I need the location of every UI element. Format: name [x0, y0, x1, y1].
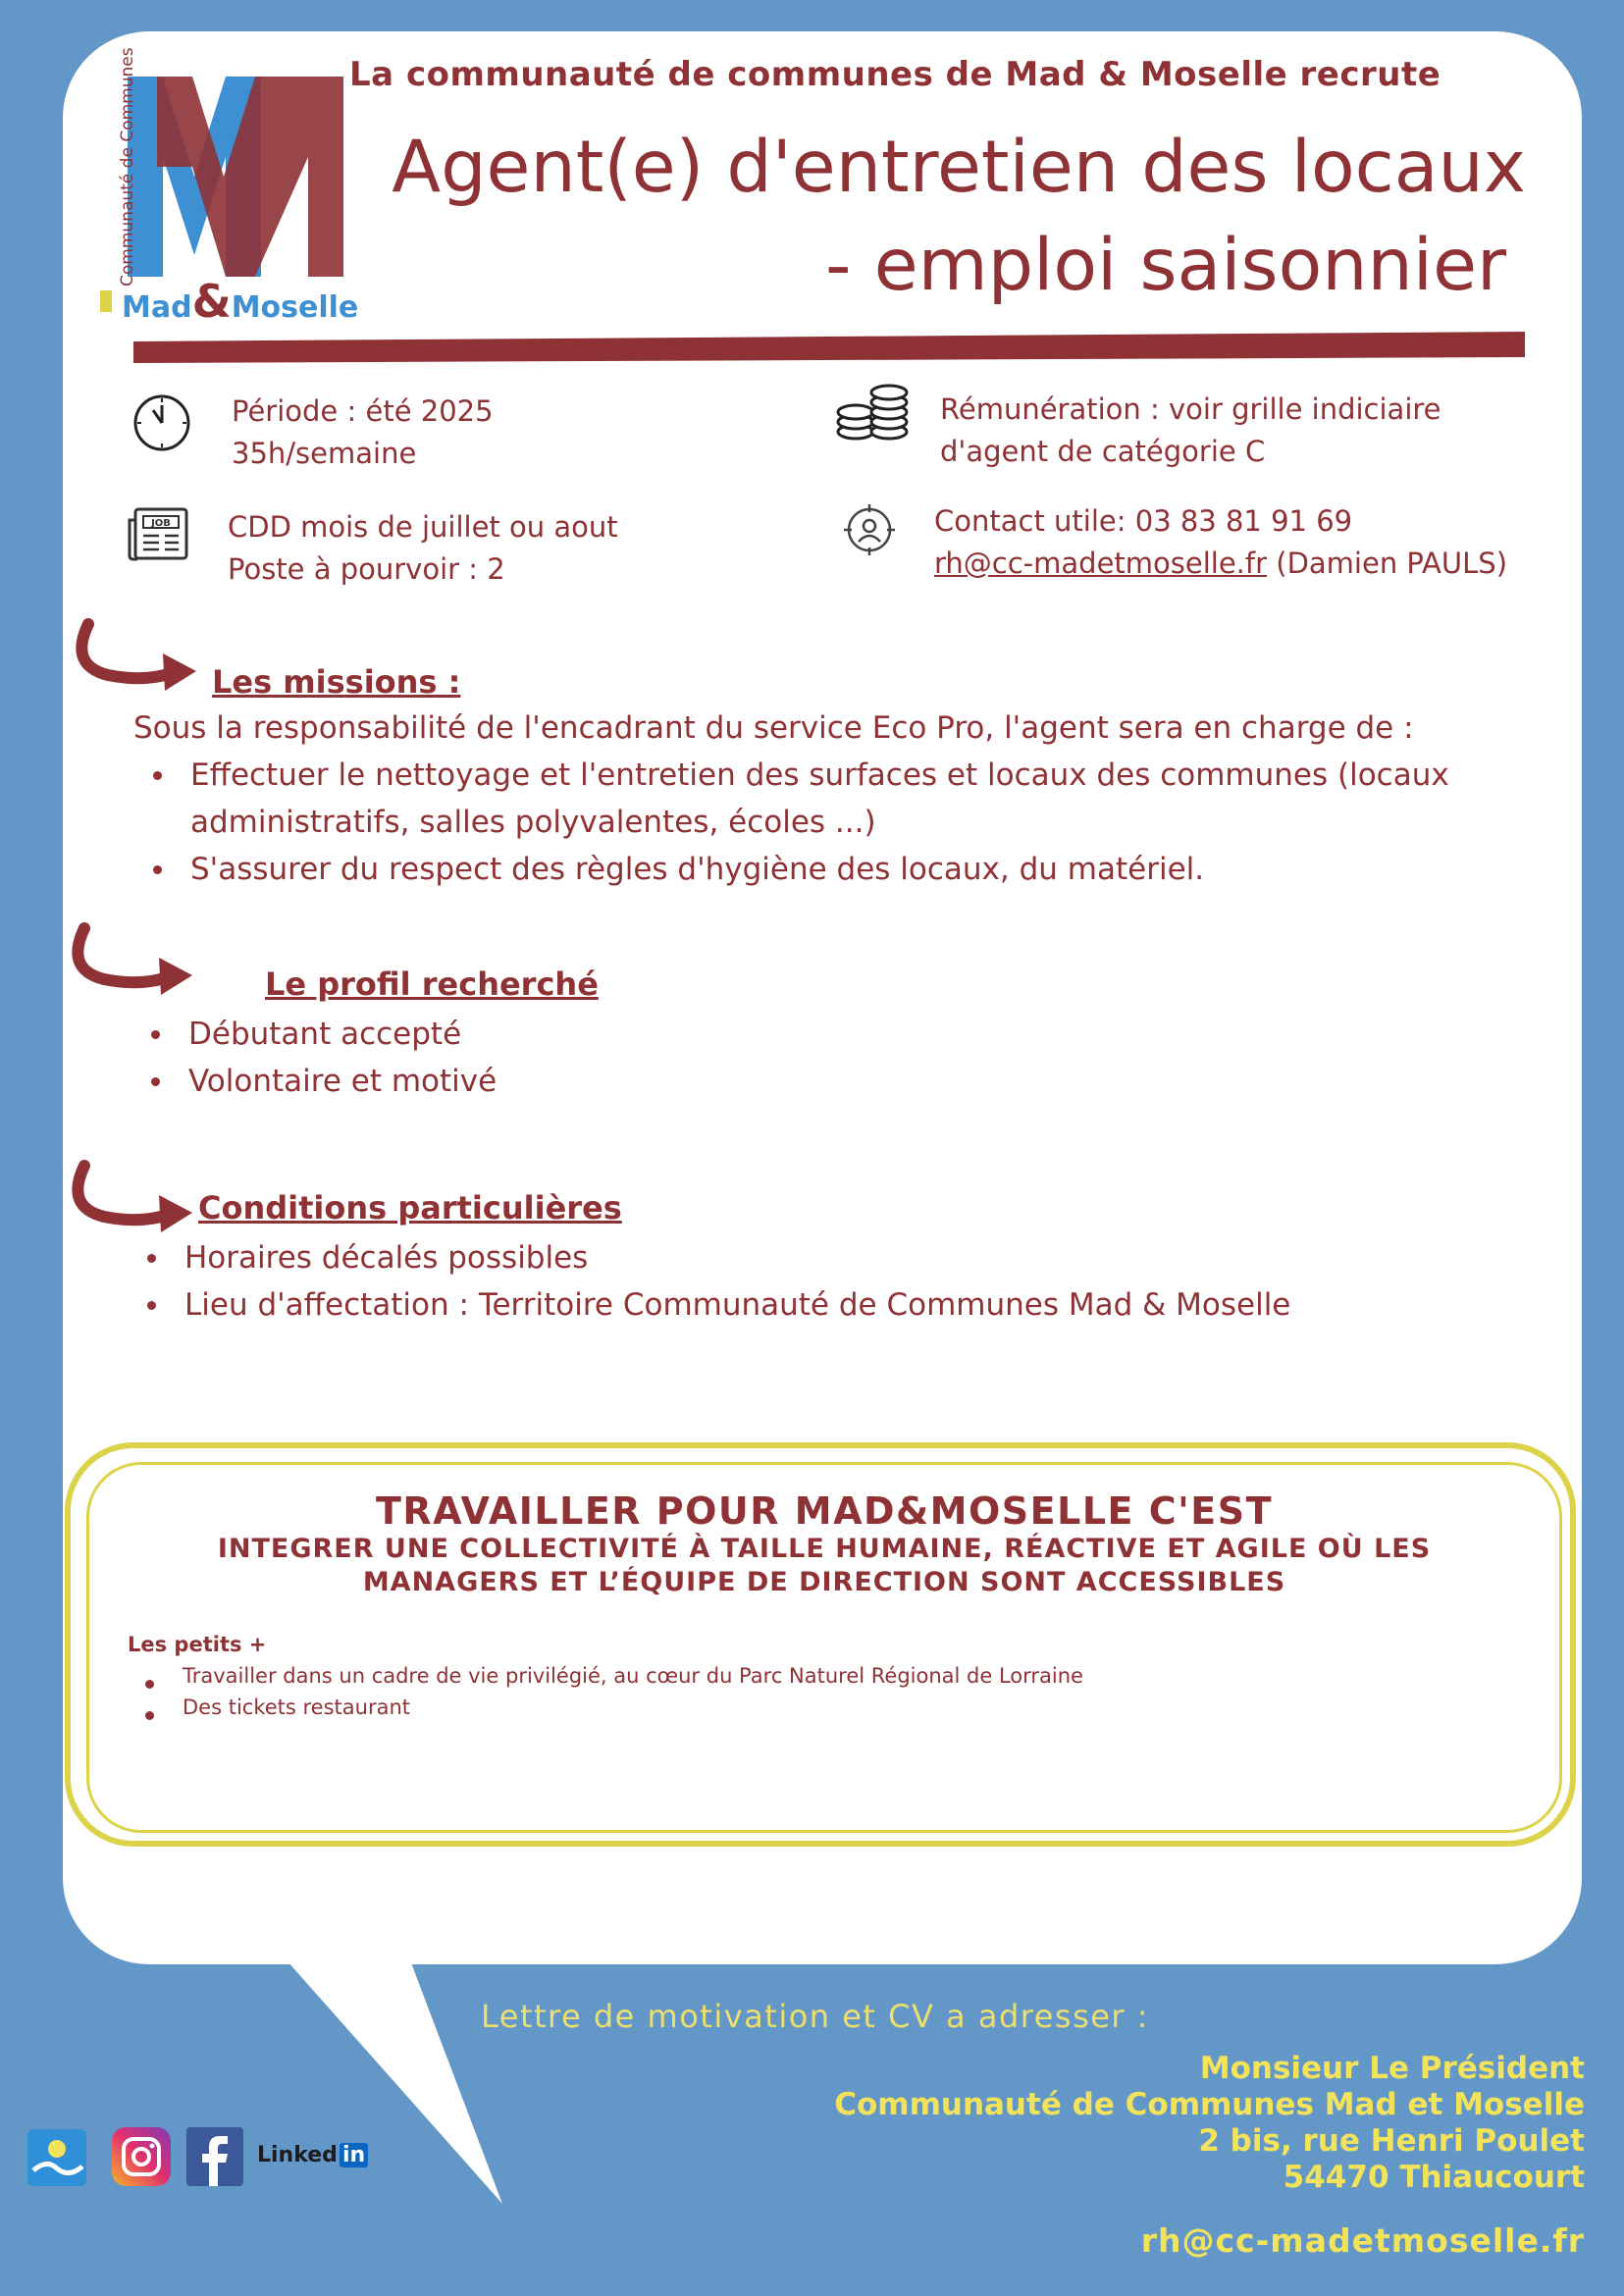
conditions-list — [130, 1234, 1290, 1329]
logo-word-moselle: Moselle — [231, 290, 359, 325]
contract-info — [228, 506, 618, 591]
pay-text: Rémunération : voir grille indiciaire — [940, 392, 1441, 426]
list-item: Volontaire et motivé — [133, 1058, 497, 1105]
hours-text: 35h/semaine — [232, 437, 417, 470]
perks-heading: Les petits + — [128, 1633, 267, 1656]
coins-icon — [834, 383, 913, 444]
logo-vertical-text: Communauté de Communes — [118, 47, 137, 287]
job-newspaper-icon — [126, 506, 190, 563]
pay-info — [940, 389, 1441, 473]
pay-category-text: d'agent de catégorie C — [940, 435, 1266, 468]
curved-arrow-icon — [65, 1158, 202, 1246]
title-underline-bar — [133, 332, 1525, 363]
logo-wordmark — [122, 275, 358, 328]
contact-phone-text: Contact utile: 03 83 81 91 69 — [934, 504, 1353, 538]
curved-arrow-icon — [69, 616, 206, 704]
contact-email-link[interactable]: rh@cc-madetmoselle.fr — [934, 547, 1268, 580]
list-item: Débutant accepté — [133, 1011, 497, 1058]
clock-icon — [131, 392, 192, 453]
org-recruits-line: La communauté de communes de Mad & Moselle recrute — [349, 55, 1441, 94]
footer-email-link[interactable]: rh@cc-madetmoselle.fr — [1140, 2221, 1585, 2260]
logo-ampersand: & — [191, 275, 232, 328]
period-info — [232, 391, 494, 475]
positions-text: Poste à pourvoir : 2 — [228, 552, 505, 586]
period-text: Période : été 2025 — [232, 394, 494, 428]
benefits-title: TRAVAILLER POUR MAD&MOSELLE C'EST — [376, 1489, 1273, 1533]
benefits-subtitle: INTEGRER UNE COLLECTIVITÉ À TAILLE HUMAINE, RÉACTIVE ET AGILE OÙ LES MANAGERS ET L’ÉQUIPE DE DIRECTION SONT ACCESSIBLES — [217, 1534, 1432, 1597]
contact-name: (Damien PAULS) — [1267, 547, 1508, 580]
list-item: Travailler dans un cadre de vie privilégié, au cœur du Parc Naturel Régional de Lorraine — [128, 1660, 1083, 1692]
logo — [98, 47, 359, 328]
logo-word-mad: Mad — [122, 290, 192, 325]
missions-list — [135, 752, 1449, 893]
list-item: S'assurer du respect des règles d'hygiène des locaux, du matériel. — [135, 846, 1449, 893]
contact-info — [934, 500, 1507, 585]
application-instructions: Lettre de motivation et CV a adresser : — [481, 1998, 1150, 2035]
profile-list — [133, 1011, 497, 1105]
list-item: Horaires décalés possibles — [130, 1234, 1290, 1281]
perks-list — [128, 1660, 1083, 1723]
park-logo-icon[interactable] — [27, 2129, 86, 2186]
linkedin-icon[interactable]: Linked in — [257, 2143, 368, 2167]
curved-arrow-icon — [65, 920, 202, 1009]
instagram-icon[interactable] — [112, 2127, 171, 2186]
missions-heading: Les missions : — [212, 663, 461, 701]
job-title-line2: - emploi saisonnier — [825, 224, 1506, 307]
list-item: Lieu d'affectation : Territoire Communauté de Communes Mad & Moselle — [130, 1281, 1290, 1329]
postal-address: Monsieur Le Président Communauté de Communes Mad et Moselle 2 bis, rue Henri Poulet 54470 Thiaucourt — [834, 2051, 1585, 2195]
contact-target-icon — [842, 502, 897, 557]
list-item: Effectuer le nettoyage et l'entretien des surfaces et locaux des communes (locaux administratifs, salles polyvalentes, écoles ...) — [135, 752, 1449, 846]
job-title-line1: Agent(e) d'entretien des locaux — [392, 126, 1526, 209]
list-item: Des tickets restaurant — [128, 1692, 1083, 1723]
missions-intro: Sous la responsabilité de l'encadrant du service Eco Pro, l'agent sera en charge de : — [133, 710, 1414, 746]
facebook-icon[interactable] — [186, 2127, 243, 2186]
conditions-heading: Conditions particulières — [198, 1189, 622, 1226]
contract-text: CDD mois de juillet ou aout — [228, 510, 618, 544]
profile-heading: Le profil recherché — [265, 965, 599, 1003]
contact-line2 — [934, 543, 1507, 585]
svg-text:JOB: JOB — [151, 518, 171, 529]
